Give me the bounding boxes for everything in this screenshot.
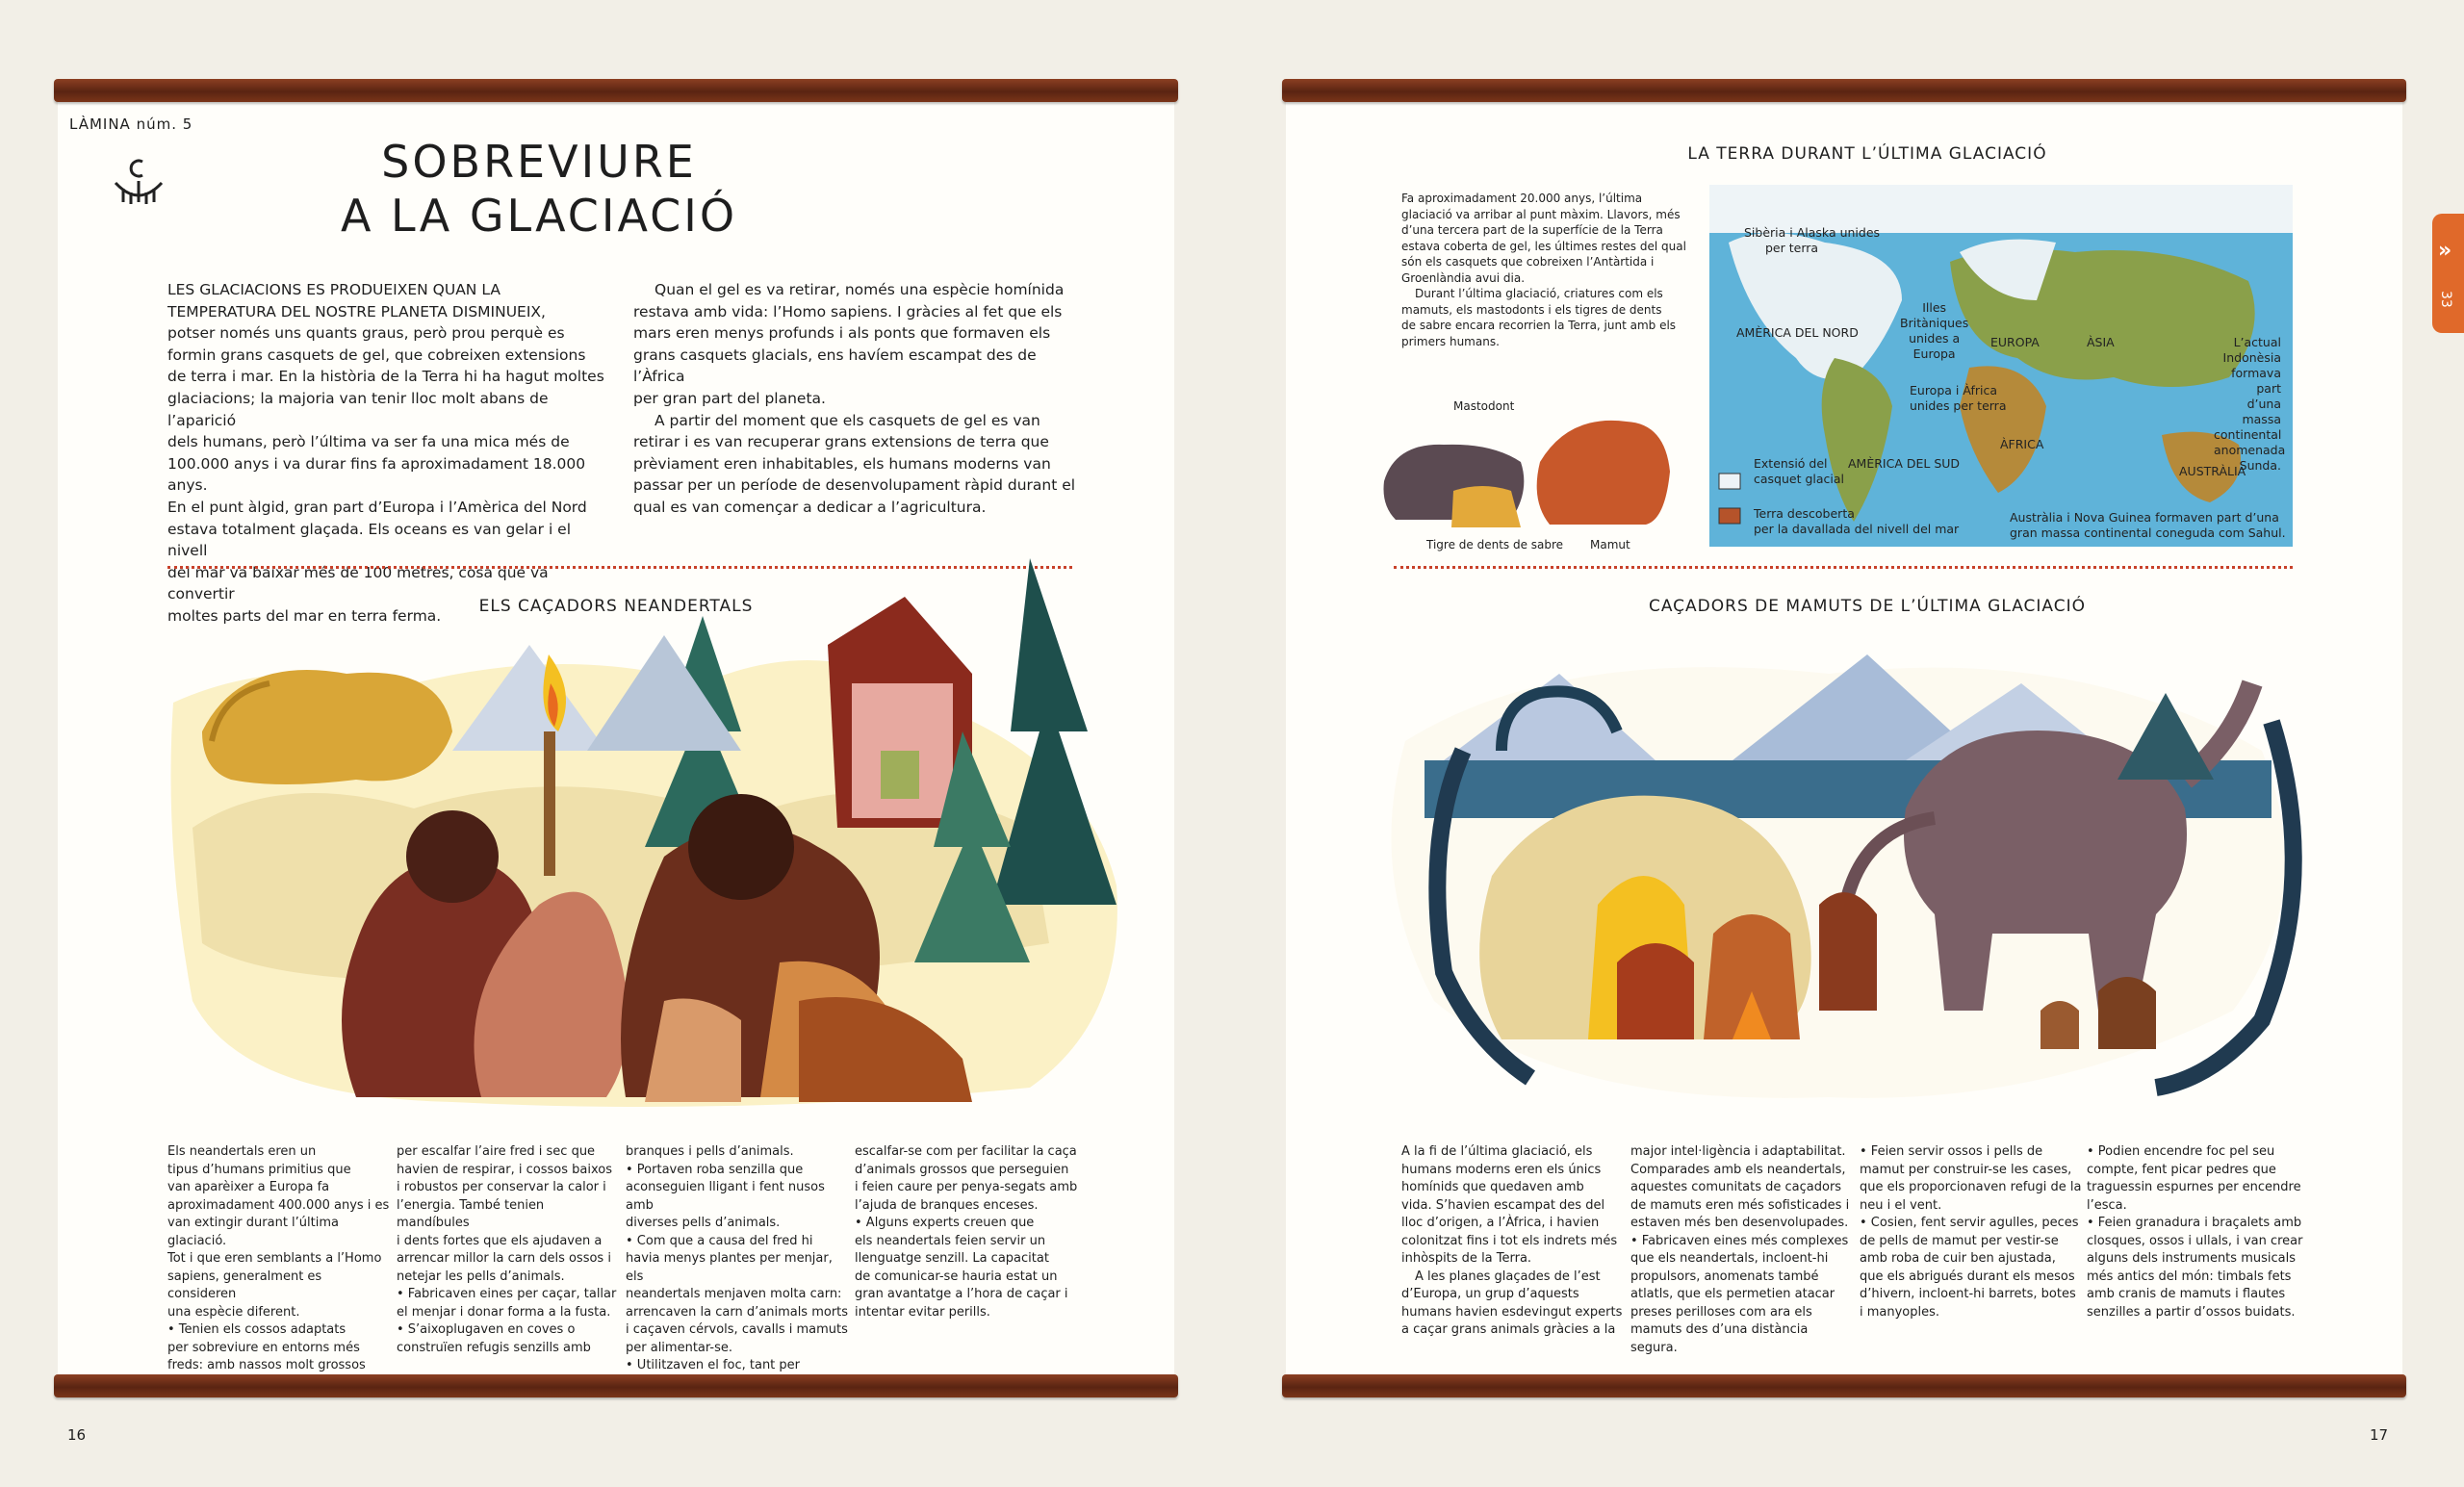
body-line: més antics del món: timbals fets bbox=[2087, 1269, 2292, 1284]
body-line: gran avantatge a l’hora de caçar i bbox=[855, 1287, 1068, 1301]
map-label-siberia bbox=[1744, 225, 1880, 256]
body-line: closques, ossos i ullals, i van crear bbox=[2087, 1233, 2303, 1248]
body-line: humans havien esdevingut experts bbox=[1401, 1304, 1623, 1320]
body-line: d’una tercera part de la superfície de la Terra bbox=[1401, 223, 1663, 237]
map-label-line: Extensió del bbox=[1754, 456, 1828, 471]
body-line: • S’aixoplugaven en coves o bbox=[397, 1322, 576, 1337]
body-line: diverses pells d’animals. bbox=[626, 1216, 781, 1230]
body-line: Durant l’última glaciació, criatures com els bbox=[1415, 287, 1663, 300]
intro-line: TEMPERATURA DEL NOSTRE PLANETA DISMINUEIX, bbox=[167, 302, 546, 320]
label-tigre: Tigre de dents de sabre bbox=[1426, 538, 1564, 551]
mammoth-column-3 bbox=[1860, 1143, 2083, 1321]
intro-line: A partir del moment que els casquets de gel es van bbox=[654, 411, 1040, 429]
map-label-line: Europa bbox=[1912, 346, 1956, 361]
intro-line: potser només uns quants graus, però prou perquè es bbox=[167, 324, 565, 343]
intro-line: moltes parts del mar en terra ferma. bbox=[167, 606, 442, 625]
intro-line: passar per un període de desenvolupament ràpid durant el bbox=[633, 476, 1076, 495]
title-line-2: A LA GLACIACIÓ bbox=[340, 190, 738, 242]
body-line: Comparades amb els neandertals, bbox=[1630, 1162, 1846, 1177]
map-label-line: per la davallada del nivell del mar bbox=[1754, 522, 1960, 536]
body-line: freds: amb nassos molt grossos bbox=[167, 1358, 366, 1372]
body-line: • Fabricaven eines més complexes bbox=[1630, 1233, 1849, 1248]
map-intro-text bbox=[1401, 191, 1690, 349]
label-mastodont: Mastodont bbox=[1453, 399, 1515, 413]
body-line: • Com que a causa del fred hi bbox=[626, 1233, 813, 1248]
intro-right-column bbox=[633, 279, 1076, 519]
body-line: l’esca. bbox=[2087, 1197, 2127, 1213]
map-label-africa: ÀFRICA bbox=[2000, 437, 2044, 451]
body-line: inhòspits de la Terra. bbox=[1401, 1251, 1532, 1266]
body-line: traguessin espurnes per encendre bbox=[2087, 1180, 2301, 1194]
body-line: amb roba de cuir ben ajustada, bbox=[1860, 1251, 2056, 1266]
title-line-1: SOBREVIURE bbox=[381, 136, 697, 188]
intro-line: prèviament eren inhabitables, els humans moderns van bbox=[633, 454, 1051, 473]
ice-age-animals-illustration bbox=[1376, 404, 1684, 529]
body-line: escalfar-se com per facilitar la caça bbox=[855, 1144, 1077, 1159]
body-line: el menjar i donar forma a la fusta. bbox=[397, 1304, 611, 1320]
body-line: alguns dels instruments musicals bbox=[2087, 1251, 2296, 1266]
page-title bbox=[289, 135, 789, 243]
body-line: construïen refugis senzills amb bbox=[397, 1340, 591, 1355]
body-line: glaciació va arribar al punt màxim. Llavors, més bbox=[1401, 207, 1681, 221]
body-line: per sobreviure en entorns més bbox=[167, 1340, 360, 1355]
body-line: amb cranis de mamuts i flautes bbox=[2087, 1287, 2286, 1301]
mammoth-column-2 bbox=[1630, 1143, 1854, 1357]
map-label-sahul bbox=[2010, 510, 2286, 541]
body-line: humans moderns eren els únics bbox=[1401, 1162, 1602, 1177]
map-label-line: anomenada bbox=[2214, 443, 2286, 457]
body-line: aconseguien lligant i fent nusos amb bbox=[626, 1180, 825, 1213]
top-rod-right bbox=[1282, 79, 2406, 102]
mammoth-hunters-illustration bbox=[1367, 587, 2329, 1107]
body-line: que els abrigués durant els mesos bbox=[1860, 1269, 2075, 1284]
neandertal-column-4 bbox=[855, 1143, 1086, 1321]
body-line: lloc d’origen, a l’Àfrica, i havien bbox=[1401, 1216, 1600, 1230]
body-line: de sabre encara recorrien la Terra, junt amb els bbox=[1401, 319, 1677, 332]
body-line: d’hivern, incloent-hi barrets, botes bbox=[1860, 1287, 2076, 1301]
mammoth-column-4 bbox=[2087, 1143, 2318, 1321]
page-number-right: 17 bbox=[2370, 1426, 2389, 1444]
body-line: una espècie diferent. bbox=[167, 1304, 300, 1320]
chapter-tab-number: 33 bbox=[2438, 291, 2453, 308]
body-line: l’ajuda de branques enceses. bbox=[855, 1197, 1039, 1213]
page-number-left: 16 bbox=[67, 1426, 87, 1444]
body-line: • Feien servir ossos i pells de bbox=[1860, 1144, 2043, 1159]
body-line: llenguatge senzill. La capacitat bbox=[855, 1251, 1049, 1266]
intro-line: LES GLACIACIONS ES PRODUEIXEN QUAN LA bbox=[167, 281, 500, 298]
body-line: • Fabricaven eines per caçar, tallar bbox=[397, 1287, 617, 1301]
body-line: mamut per construir-se les cases, bbox=[1860, 1162, 2072, 1177]
neandertal-column-2 bbox=[397, 1143, 620, 1357]
intro-line: del mar va baixar més de 100 metres, cosa que va convertir bbox=[167, 563, 549, 603]
intro-line: Quan el gel es va retirar, només una espècie homínida bbox=[654, 281, 1065, 298]
bottom-rod-left bbox=[54, 1374, 1178, 1397]
map-label-america-nord: AMÈRICA DEL NORD bbox=[1736, 325, 1859, 340]
body-line: • Utilitzaven el foc, tant per bbox=[626, 1358, 801, 1372]
map-label-line: Terra descoberta bbox=[1754, 506, 1855, 521]
body-line: estava coberta de gel, les últimes restes del qual bbox=[1401, 239, 1686, 253]
body-line: i feien caure per penya-segats amb bbox=[855, 1180, 1078, 1194]
body-line: netejar les pells d’animals. bbox=[397, 1269, 565, 1284]
map-label-line: Sunda. bbox=[2239, 458, 2281, 473]
body-line: branques i pells d’animals. bbox=[626, 1144, 794, 1159]
body-line: aquestes comunitats de caçadors bbox=[1630, 1180, 1842, 1194]
body-line: aproximadament 400.000 anys i es bbox=[167, 1197, 390, 1213]
intro-line: mars eren menys profunds i als ponts que formaven els bbox=[633, 324, 1051, 343]
body-line: estaven més ben desenvolupades. bbox=[1630, 1216, 1849, 1230]
map-label-line: Austràlia i Nova Guinea formaven part d’una bbox=[2010, 510, 2279, 525]
bottom-rod-right bbox=[1282, 1374, 2406, 1397]
body-line: per escalfar l’aire fred i sec que bbox=[397, 1144, 596, 1159]
body-line: • Tenien els cossos adaptats bbox=[167, 1322, 346, 1337]
map-label-line: formava part bbox=[2231, 366, 2281, 396]
label-mamut: Mamut bbox=[1590, 538, 1630, 551]
neandertal-column-1 bbox=[167, 1143, 391, 1375]
body-line: havien de respirar, i cossos baixos bbox=[397, 1162, 612, 1177]
intro-line: retirar i es van recuperar grans extensions de terra que bbox=[633, 433, 1049, 451]
intro-line: qual es van començar a dedicar a l’agricultura. bbox=[633, 498, 987, 516]
map-label-line: d’una massa bbox=[2242, 397, 2281, 426]
map-label-illes bbox=[1900, 300, 1968, 362]
intro-line: glaciacions; la majoria van tenir lloc molt abans de l’aparició bbox=[167, 389, 549, 429]
section-divider bbox=[1394, 566, 2293, 569]
mammoth-column-1 bbox=[1401, 1143, 1625, 1340]
body-line: de comunicar-se hauria estat un bbox=[855, 1269, 1058, 1284]
map-label-line: gran massa continental coneguda com Sahul. bbox=[2010, 526, 2286, 540]
body-line: vida. S’havien escampat des del bbox=[1401, 1197, 1605, 1213]
body-line: d’Europa, un grup d’aquests bbox=[1401, 1287, 1579, 1301]
map-label-line: unides a bbox=[1909, 331, 1961, 346]
body-line: colonitzat fins i tot els indrets més bbox=[1401, 1233, 1618, 1248]
map-label-australia: AUSTRÀLIA bbox=[2179, 464, 2246, 478]
map-label-europa: EUROPA bbox=[1990, 335, 2040, 349]
body-line: sapiens, generalment es consideren bbox=[167, 1269, 322, 1301]
intro-line: 100.000 anys i va durar fins fa aproximadament 18.000 anys. bbox=[167, 454, 586, 495]
publisher-logo-icon bbox=[108, 154, 169, 208]
body-line: propulsors, anomenats també bbox=[1630, 1269, 1819, 1284]
map-label-line: Britàniques bbox=[1900, 316, 1969, 330]
body-line: • Portaven roba senzilla que bbox=[626, 1162, 804, 1177]
body-line: i dents fortes que els ajudaven a bbox=[397, 1233, 603, 1248]
neandertal-column-3 bbox=[626, 1143, 849, 1375]
body-line: van extingir durant l’última glaciació. bbox=[167, 1216, 339, 1248]
body-line: major intel·ligència i adaptabilitat. bbox=[1630, 1144, 1846, 1159]
body-line: Groenlàndia avui dia. bbox=[1401, 270, 1526, 285]
intro-line: estava totalment glaçada. Els oceans es van gelar i el nivell bbox=[167, 520, 572, 560]
map-label-europa-africa bbox=[1910, 383, 2006, 414]
body-line: per alimentar-se. bbox=[626, 1340, 732, 1355]
body-line: preses perilloses com ara els bbox=[1630, 1304, 1812, 1320]
body-line: A la fi de l’última glaciació, els bbox=[1401, 1144, 1593, 1159]
body-line: senzilles a partir d’ossos buidats. bbox=[2087, 1304, 2296, 1320]
intro-line: dels humans, però l’última va ser fa una mica més de bbox=[167, 433, 570, 451]
body-line: i caçaven cérvols, cavalls i mamuts bbox=[626, 1322, 848, 1337]
neanderthal-illustration bbox=[164, 539, 1126, 1107]
body-line: arrencaven la carn d’animals morts bbox=[626, 1304, 849, 1320]
intro-line: grans casquets glacials, ens havíem escampat des de l’Àfrica bbox=[633, 346, 1037, 386]
map-label-line: Indonèsia bbox=[2222, 350, 2281, 365]
body-line: que els proporcionaven refugi de la bbox=[1860, 1180, 2082, 1194]
map-label-line: continental bbox=[2214, 427, 2282, 442]
body-line: els neandertals feien servir un bbox=[855, 1233, 1046, 1248]
map-legend-ice bbox=[1754, 456, 1844, 487]
intro-line: En el punt àlgid, gran part d’Europa i l’Amèrica del Nord bbox=[167, 498, 587, 516]
map-label-line: unides per terra bbox=[1910, 398, 2007, 413]
body-line: atlatls, que els permetien atacar bbox=[1630, 1287, 1835, 1301]
body-line: Tot i que eren semblants a l’Homo bbox=[167, 1251, 382, 1266]
body-line: d’animals grossos que perseguien bbox=[855, 1162, 1069, 1177]
body-line: • Cosien, fent servir agulles, peces bbox=[1860, 1216, 2079, 1230]
body-line: van aparèixer a Europa fa bbox=[167, 1180, 330, 1194]
map-label-asia: ÀSIA bbox=[2087, 335, 2115, 349]
map-label-line: casquet glacial bbox=[1754, 472, 1845, 486]
body-line: Els neandertals eren un bbox=[167, 1144, 317, 1159]
intro-line: de terra i mar. En la història de la Terra hi ha hagut moltes bbox=[167, 368, 604, 386]
section-title-map: LA TERRA DURANT L’ÚLTIMA GLACIACIÓ bbox=[1687, 144, 2047, 164]
body-line: primers humans. bbox=[1401, 334, 1500, 348]
map-label-line: per terra bbox=[1765, 241, 1819, 255]
body-line: A les planes glaçades de l’est bbox=[1415, 1269, 1601, 1284]
intro-line: formin grans casquets de gel, que cobreixen extensions bbox=[167, 346, 586, 364]
intro-line: per gran part del planeta. bbox=[633, 389, 826, 407]
lamina-label: LÀMINA núm. 5 bbox=[69, 115, 193, 133]
body-line: • Feien granadura i braçalets amb bbox=[2087, 1216, 2302, 1230]
body-line: l’energia. També tenien mandíbules bbox=[397, 1197, 545, 1230]
map-legend-land bbox=[1754, 506, 1959, 537]
body-line: neu i el vent. bbox=[1860, 1197, 1942, 1213]
body-line: intentar evitar perills. bbox=[855, 1304, 990, 1320]
chapter-tab[interactable] bbox=[2432, 214, 2464, 333]
section-title-neandertals: ELS CAÇADORS NEANDERTALS bbox=[478, 597, 754, 616]
body-line: i manyoples. bbox=[1860, 1304, 1940, 1320]
body-line: • Alguns experts creuen que bbox=[855, 1216, 1035, 1230]
map-label-line: Sibèria i Alaska unides bbox=[1744, 225, 1881, 240]
body-line: i robustos per conservar la calor i bbox=[397, 1180, 606, 1194]
body-line: a caçar grans animals gràcies a la bbox=[1401, 1322, 1616, 1337]
body-line: tipus d’humans primitius que bbox=[167, 1162, 351, 1177]
map-label-line: L’actual bbox=[2233, 335, 2281, 349]
map-label-indonesia bbox=[2214, 335, 2286, 474]
chevron-right-double-icon: » bbox=[2438, 239, 2452, 263]
body-line: Fa aproximadament 20.000 anys, l’última bbox=[1401, 192, 1643, 205]
intro-line: restava amb vida: l’Homo sapiens. I gràcies al fet que els bbox=[633, 302, 1063, 320]
body-line: compte, fent picar pedres que bbox=[2087, 1162, 2276, 1177]
body-line: mamuts, els mastodonts i els tigres de dents bbox=[1401, 302, 1662, 317]
map-label-america-sud: AMÈRICA DEL SUD bbox=[1848, 456, 1961, 471]
body-line: • Podien encendre foc pel seu bbox=[2087, 1144, 2275, 1159]
body-line: són els casquets que cobreixen l’Antàrtida i bbox=[1401, 255, 1655, 269]
body-line: mamuts des d’una distància segura. bbox=[1630, 1322, 1809, 1355]
map-label-line: Europa i Àfrica bbox=[1910, 383, 1997, 397]
section-title-mammoth: CAÇADORS DE MAMUTS DE L’ÚLTIMA GLACIACIÓ bbox=[1648, 597, 2087, 616]
body-line: de mamuts eren més sofisticades i bbox=[1630, 1197, 1850, 1213]
body-line: que els neandertals, incloent-hi bbox=[1630, 1251, 1829, 1266]
map-label-line: Illes bbox=[1922, 300, 1947, 315]
top-rod-left bbox=[54, 79, 1178, 102]
body-line: de pells de mamut per vestir-se bbox=[1860, 1233, 2059, 1248]
body-line: arrencar millor la carn dels ossos i bbox=[397, 1251, 611, 1266]
body-line: neandertals menjaven molta carn: bbox=[626, 1287, 842, 1301]
body-line: havia menys plantes per menjar, els bbox=[626, 1251, 833, 1284]
body-line: homínids que quedaven amb bbox=[1401, 1180, 1584, 1194]
